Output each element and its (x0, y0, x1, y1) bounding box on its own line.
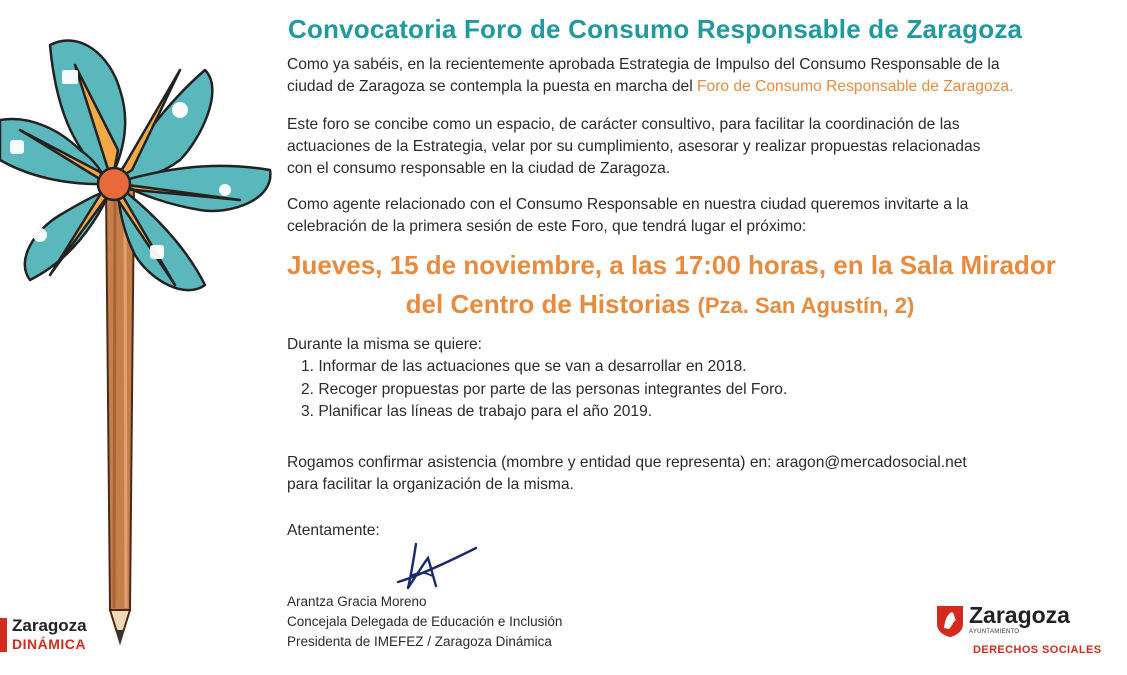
purpose-paragraph (287, 114, 1127, 180)
intro-paragraph (287, 54, 1127, 98)
intro-line-1: Como ya sabéis, en la recientemente aprobada Estrategia de Impulso del Consumo Responsable de la (287, 56, 1000, 73)
agenda-item: 2. Recoger propuestas por parte de las personas integrantes del Foro. (301, 380, 788, 398)
intro-line-2 (287, 76, 1127, 98)
left-logo-line-2: DINÁMICA (12, 636, 86, 652)
right-logo-small: AYUNTAMIENTO (969, 629, 1020, 635)
event-line-1: Jueves, 15 de noviembre, a las 17:00 horas, en la Sala Mirador (287, 250, 1056, 280)
event-line-2 (250, 285, 1070, 325)
purpose-line-1: Este foro se concibe como un espacio, de carácter consultivo, para facilitar la coordinación de las (287, 116, 960, 133)
purpose-line-3: con el consumo responsable en la ciudad de Zaragoza. (287, 160, 671, 177)
signer-role-2: Presidenta de IMEFEZ / Zaragoza Dinámica (287, 634, 552, 649)
invitation-line-1: Como agente relacionado con el Consumo Responsable en nuestra ciudad queremos invitarte a la (287, 196, 969, 213)
right-logo-main: Zaragoza (969, 602, 1070, 628)
page-title: Convocatoria Foro de Consumo Responsable de Zaragoza (288, 14, 1023, 44)
purpose-line-2: actuaciones de la Estrategia, velar por su cumplimiento, asesorar y realizar propuestas relacionadas (287, 138, 981, 155)
signature-icon (378, 536, 483, 594)
signer-name: Arantza Gracia Moreno (287, 594, 427, 609)
agenda-item: 3. Planificar las líneas de trabajo para el año 2019. (301, 403, 653, 420)
agenda-intro: Durante la misma se quiere: (287, 336, 483, 353)
forum-name-highlight: Foro de Consumo Responsable de Zaragoza. (697, 78, 1014, 95)
pencil-icon (106, 190, 134, 642)
rsvp-paragraph (287, 452, 1127, 496)
pinwheel-pencil-illustration (0, 20, 280, 660)
zaragoza-ayuntamiento-logo (935, 602, 1102, 662)
invitation-paragraph (287, 194, 1127, 238)
agenda-list (287, 356, 787, 424)
rsvp-line-1: Rogamos confirmar asistencia (mombre y entidad que representa) en: aragon@mercadosocial.net (287, 454, 967, 471)
rsvp-line-2: para facilitar la organización de la misma. (287, 476, 574, 493)
right-logo-sub: DERECHOS SOCIALES (973, 644, 1102, 656)
zaragoza-dinamica-logo (0, 616, 100, 656)
invitation-line-2: celebración de la primera sesión de este Foro, que tendrá lugar el próximo: (287, 218, 807, 235)
signer-role-1: Concejala Delegada de Educación e Inclusión (287, 614, 563, 629)
event-address: (Pza. San Agustín, 2) (697, 293, 915, 318)
agenda-item: 1. Informar de las actuaciones que se van a desarrollar en 2018. (301, 358, 747, 375)
left-logo-line-1: Zaragoza (12, 616, 87, 635)
salutation: Atentamente: (287, 522, 380, 539)
signer-block (287, 592, 562, 652)
lion-crest-icon (935, 604, 965, 638)
event-venue: del Centro de Historias (405, 289, 691, 319)
intro-line-2-text: ciudad de Zaragoza se contempla la puesta en marcha del (287, 78, 698, 95)
